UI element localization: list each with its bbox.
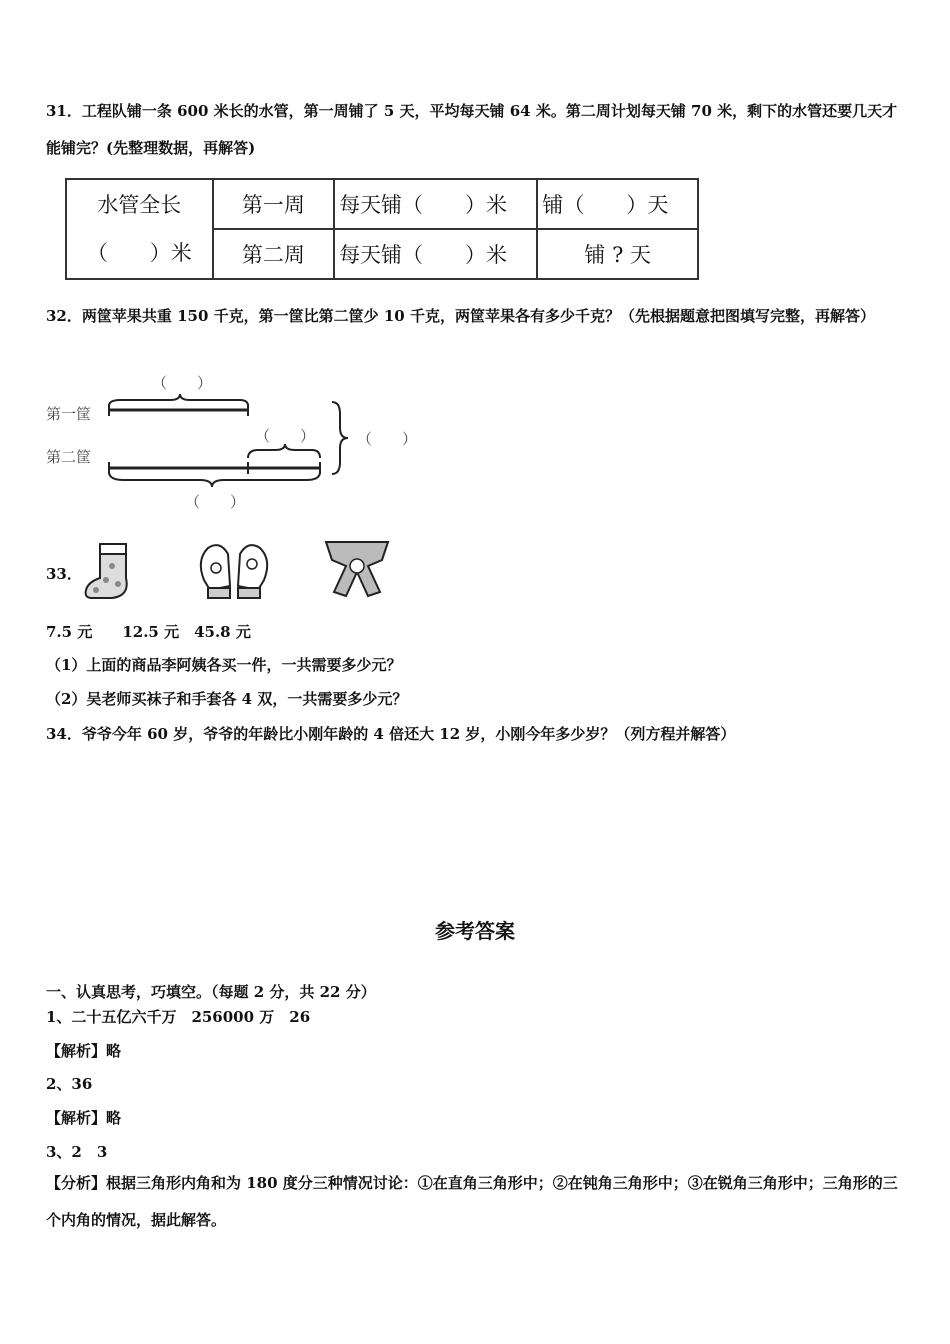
total-length-blank: （ ）米 — [86, 241, 192, 265]
answer-2: 2、36 — [46, 1075, 93, 1093]
prices: 7.5 元 12.5 元 45.8 元 — [46, 623, 251, 641]
blank-top: （ ） — [152, 374, 213, 392]
segment-diagram — [100, 390, 360, 490]
total-length-label: 水管全长 — [97, 193, 182, 217]
blank-total: （ ） — [357, 430, 418, 448]
total-brace — [332, 402, 348, 474]
week1-days: 铺（ ）天 — [537, 179, 698, 229]
question-33-sub1: （1）上面的商品李阿姨各买一件，一共需要多少元？ — [46, 656, 402, 674]
label-basket2: 第二筐 — [46, 448, 92, 466]
section1-heading: 一、认真思考，巧填空。（每题 2 分，共 22 分） — [46, 983, 376, 1001]
scarf-icon — [322, 536, 392, 600]
answer-3: 3、2 3 — [46, 1143, 108, 1161]
week1-label: 第一周 — [213, 179, 334, 229]
week2-days: 铺 ? 天 — [537, 229, 698, 279]
question-33-sub2: （2）吴老师买袜子和手套各 4 双，一共需要多少元？ — [46, 690, 408, 708]
answer-2-note: 【解析】略 — [46, 1109, 122, 1127]
blank-diff: （ ） — [255, 427, 316, 445]
answer-1-note: 【解析】略 — [46, 1042, 122, 1060]
total-length-cell — [66, 179, 213, 279]
question-32: 32．两筐苹果共重 150 千克，第一筐比第二筐少 10 千克，两筐苹果各有多少千克？（先根据题意把图填写完整，再解答） — [46, 307, 875, 325]
question-33-number: 33． — [46, 565, 82, 583]
label-basket1: 第一筐 — [46, 405, 92, 423]
data-table — [65, 178, 699, 280]
week2-daily: 每天铺（ ）米 — [334, 229, 537, 279]
diff-brace — [248, 444, 320, 458]
question-34: 34．爷爷今年 60 岁，爷爷的年龄比小刚年龄的 4 倍还大 12 岁，小刚今年多少岁？（列方程并解答） — [46, 725, 736, 743]
answer-3-note: 【分析】根据三角形内角和为 180 度分三种情况讨论：①在直角三角形中；②在钝角三角形中；③在锐角三角形中；三角形的三个内角的情况，据此解答。 — [46, 1174, 898, 1229]
answer-1: 1、二十五亿六千万 256000 万 26 — [46, 1008, 311, 1026]
blank-bottom: （ ） — [185, 493, 246, 511]
sock-icon — [82, 540, 142, 602]
question-31: 31．工程队铺一条 600 米长的水管，第一周铺了 5 天，平均每天铺 64 米。第二周计划每天铺 70 米，剩下的水管还要几天才能铺完？(先整理数据，再解答) — [46, 102, 898, 157]
mittens-icon — [194, 540, 274, 602]
week2-label: 第二周 — [213, 229, 334, 279]
answers-title: 参考答案 — [435, 919, 515, 943]
top-brace — [109, 394, 248, 406]
week1-daily: 每天铺（ ）米 — [334, 179, 537, 229]
bottom-brace — [109, 472, 320, 487]
